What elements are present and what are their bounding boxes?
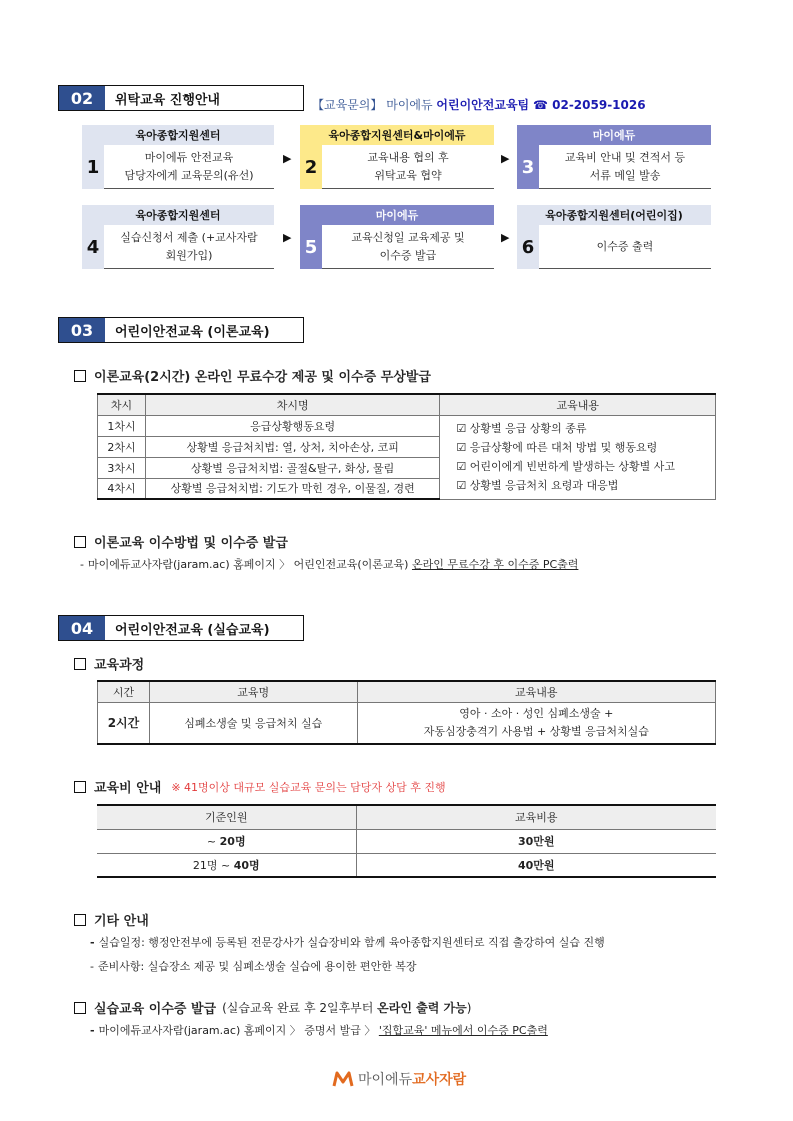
content-item: ☑ 응급상황에 따른 대처 방법 및 행동요령 (456, 441, 658, 454)
step-line: 이수증 발급 (379, 248, 437, 262)
etc-item (90, 958, 417, 974)
step-body (322, 145, 494, 189)
step-line: 교육비 안내 및 견적서 등 (564, 150, 686, 164)
table-cell: 1차시 (98, 415, 146, 436)
step-number: 1 (82, 145, 104, 189)
table-cell (97, 829, 356, 853)
section-02-header (58, 85, 304, 111)
table-cell (97, 853, 356, 877)
heading-text: 교육과정 (94, 658, 145, 673)
fee-note: ※ 41명이상 대규모 실습교육 문의는 담당자 상담 후 진행 (171, 780, 446, 794)
checkbox-icon (74, 781, 86, 793)
fee-heading (74, 777, 446, 796)
heading-text: 실습교육 이수증 발급 (94, 1002, 217, 1017)
section-number: 03 (59, 318, 105, 342)
content-item: ☑ 상황별 응급처치 요령과 대응법 (456, 479, 619, 492)
table-row (98, 702, 716, 744)
course-content (357, 702, 715, 744)
table-row (97, 829, 716, 853)
step-body (539, 145, 711, 189)
step-body (104, 145, 274, 189)
col-header: 차시명 (145, 394, 440, 415)
step-2 (300, 125, 494, 189)
contact-label: 교육문의 (324, 98, 371, 112)
step-body (539, 225, 711, 269)
course-table (97, 680, 716, 745)
cert-heading (74, 998, 471, 1017)
step-line: 실습신청서 제출 (+교사자람 (120, 230, 258, 244)
checkbox-icon (74, 914, 86, 926)
etc-item (90, 934, 605, 950)
step-line: 교육내용 협의 후 (367, 150, 449, 164)
arrow-icon: ▶ (283, 152, 292, 165)
paren-bold: 온라인 출력 가능 (377, 1001, 467, 1015)
step-header: 마이에듀 (517, 125, 711, 145)
checkbox-icon (74, 658, 86, 670)
col-header: 교육내용 (357, 681, 715, 702)
step-line: 이수증 출력 (596, 239, 654, 253)
checkbox-icon (74, 370, 86, 382)
checkbox-icon (74, 536, 86, 548)
heading-text: 이론교육(2시간) 온라인 무료수강 제공 및 이수증 무상발급 (94, 370, 431, 385)
step-line: 교육신청일 교육제공 및 (351, 230, 465, 244)
contact-phone: 02-2059-1026 (547, 98, 646, 112)
step-header: 육아종합지원센터 (82, 205, 274, 225)
step-header: 육아종합지원센터(어린이집) (517, 205, 711, 225)
cert-text: 마이에듀교사자람(jaram.ac) 홈페이지 〉 증명서 발급 〉 (98, 1024, 379, 1037)
course-heading (74, 654, 144, 673)
contact-info (312, 96, 646, 113)
logo-text: 마이에듀 (358, 1072, 413, 1088)
step-body (322, 225, 494, 269)
paren-text: (실습교육 완료 후 2일후부터 (222, 1001, 378, 1015)
table-cell: 상황별 응급처치법: 기도가 막힌 경우, 이물질, 경련 (145, 478, 440, 499)
heading-text: 기타 안내 (94, 914, 149, 929)
step-3 (517, 125, 711, 189)
heading-text: 교육비 안내 (94, 781, 162, 796)
cert-line (90, 1022, 548, 1038)
completion-heading (74, 532, 288, 551)
table-row (97, 853, 716, 877)
content-item: ☑ 어린이에게 빈번하게 발생하는 상황별 사고 (456, 460, 676, 473)
arrow-icon: ▶ (501, 231, 510, 244)
section-title: 어린이안전교육 (이론교육) (115, 324, 270, 340)
footer-logo (332, 1069, 466, 1089)
logo-text-bold: 교사자람 (412, 1072, 467, 1088)
step-header: 육아종합지원센터&마이에듀 (300, 125, 494, 145)
step-number: 4 (82, 225, 104, 269)
completion-line (80, 556, 578, 572)
theory-table (97, 393, 716, 500)
step-1 (82, 125, 274, 189)
content-item: ☑ 상황별 응급 상황의 종류 (456, 422, 587, 435)
table-cell: 2차시 (98, 436, 146, 457)
content-line: 영아 · 소아 · 성인 심폐소생술 + (459, 706, 614, 720)
col-header: 교육내용 (440, 394, 716, 415)
step-4 (82, 205, 274, 269)
table-cell: 40만원 (356, 853, 716, 877)
fee-range: ~ (206, 835, 220, 848)
col-header: 기준인원 (97, 805, 356, 829)
etc-heading (74, 910, 149, 929)
step-line: 담당자에게 교육문의(유선) (124, 168, 254, 182)
dash: - (90, 936, 95, 949)
section-04-header (58, 615, 304, 641)
bracket-open: 【 (312, 98, 325, 112)
contact-team: 어린이안전교육팀 (436, 98, 530, 112)
dash: - (90, 960, 94, 973)
fee-range: 21명 ~ (192, 858, 234, 872)
etc-text: 준비사항: 실습장소 제공 및 심폐소생술 실습에 용이한 편안한 복장 (97, 960, 417, 973)
col-header: 교육비용 (356, 805, 716, 829)
cert-paren (222, 999, 471, 1016)
fee-range-bold: 40명 (233, 858, 260, 872)
col-header: 차시 (98, 394, 146, 415)
step-6 (517, 205, 711, 269)
arrow-icon: ▶ (283, 231, 292, 244)
step-line: 회원가입) (165, 248, 213, 262)
etc-text: 실습일정: 행정안전부에 등록된 전문강사가 실습장비와 함께 육아종합지원센터로 직접 출강하여 실습 진행 (98, 936, 605, 949)
fee-table (97, 804, 716, 878)
section-title: 위탁교육 진행안내 (115, 92, 220, 108)
content-line: 자동심장충격기 사용법 + 상황별 응급처치실습 (423, 724, 649, 738)
step-line: 서류 메일 발송 (589, 168, 661, 182)
myedu-logo-icon (332, 1070, 354, 1088)
section-number: 04 (59, 616, 105, 640)
dash: - (80, 558, 84, 571)
theory-heading (74, 366, 431, 385)
step-header: 육아종합지원센터 (82, 125, 274, 145)
section-title: 어린이안전교육 (실습교육) (115, 622, 270, 638)
fee-range-bold: 20명 (219, 835, 246, 848)
table-cell: 3차시 (98, 457, 146, 478)
bracket-close: 】 (370, 98, 383, 112)
step-line: 마이에듀 안전교육 (144, 150, 234, 164)
table-cell: 4차시 (98, 478, 146, 499)
course-time: 2시간 (98, 702, 150, 744)
course-name: 심폐소생술 및 응급처치 실습 (149, 702, 357, 744)
step-5 (300, 205, 494, 269)
step-number: 3 (517, 145, 539, 189)
theory-contents (440, 415, 716, 499)
section-03-header (58, 317, 304, 343)
section-number: 02 (59, 86, 105, 110)
step-line: 위탁교육 협약 (374, 168, 442, 182)
cert-underlined: '집합교육' 메뉴에서 이수증 PC출력 (378, 1024, 548, 1037)
step-number: 5 (300, 225, 322, 269)
completion-text: 마이에듀교사자람(jaram.ac) 홈페이지 〉 어린인전교육(이론교육) (87, 558, 412, 571)
completion-underlined: 온라인 무료수강 후 이수증 PC출력 (411, 558, 579, 571)
table-cell: 상황별 응급처치법: 열, 상처, 치아손상, 코피 (145, 436, 440, 457)
phone-icon: ☎ (532, 98, 548, 112)
step-header: 마이에듀 (300, 205, 494, 225)
step-body (104, 225, 274, 269)
checkbox-icon (74, 1002, 86, 1014)
step-number: 2 (300, 145, 322, 189)
table-cell: 응급상황행동요령 (145, 415, 440, 436)
heading-text: 이론교육 이수방법 및 이수증 발급 (94, 536, 288, 551)
table-row (98, 415, 716, 436)
arrow-icon: ▶ (501, 152, 510, 165)
table-cell: 30만원 (356, 829, 716, 853)
col-header: 시간 (98, 681, 150, 702)
col-header: 교육명 (149, 681, 357, 702)
table-cell: 상황별 응급처치법: 골절&탈구, 화상, 물림 (145, 457, 440, 478)
paren-text: ) (466, 1001, 472, 1015)
step-number: 6 (517, 225, 539, 269)
dash: - (90, 1024, 95, 1037)
contact-org: 마이에듀 (382, 98, 437, 112)
